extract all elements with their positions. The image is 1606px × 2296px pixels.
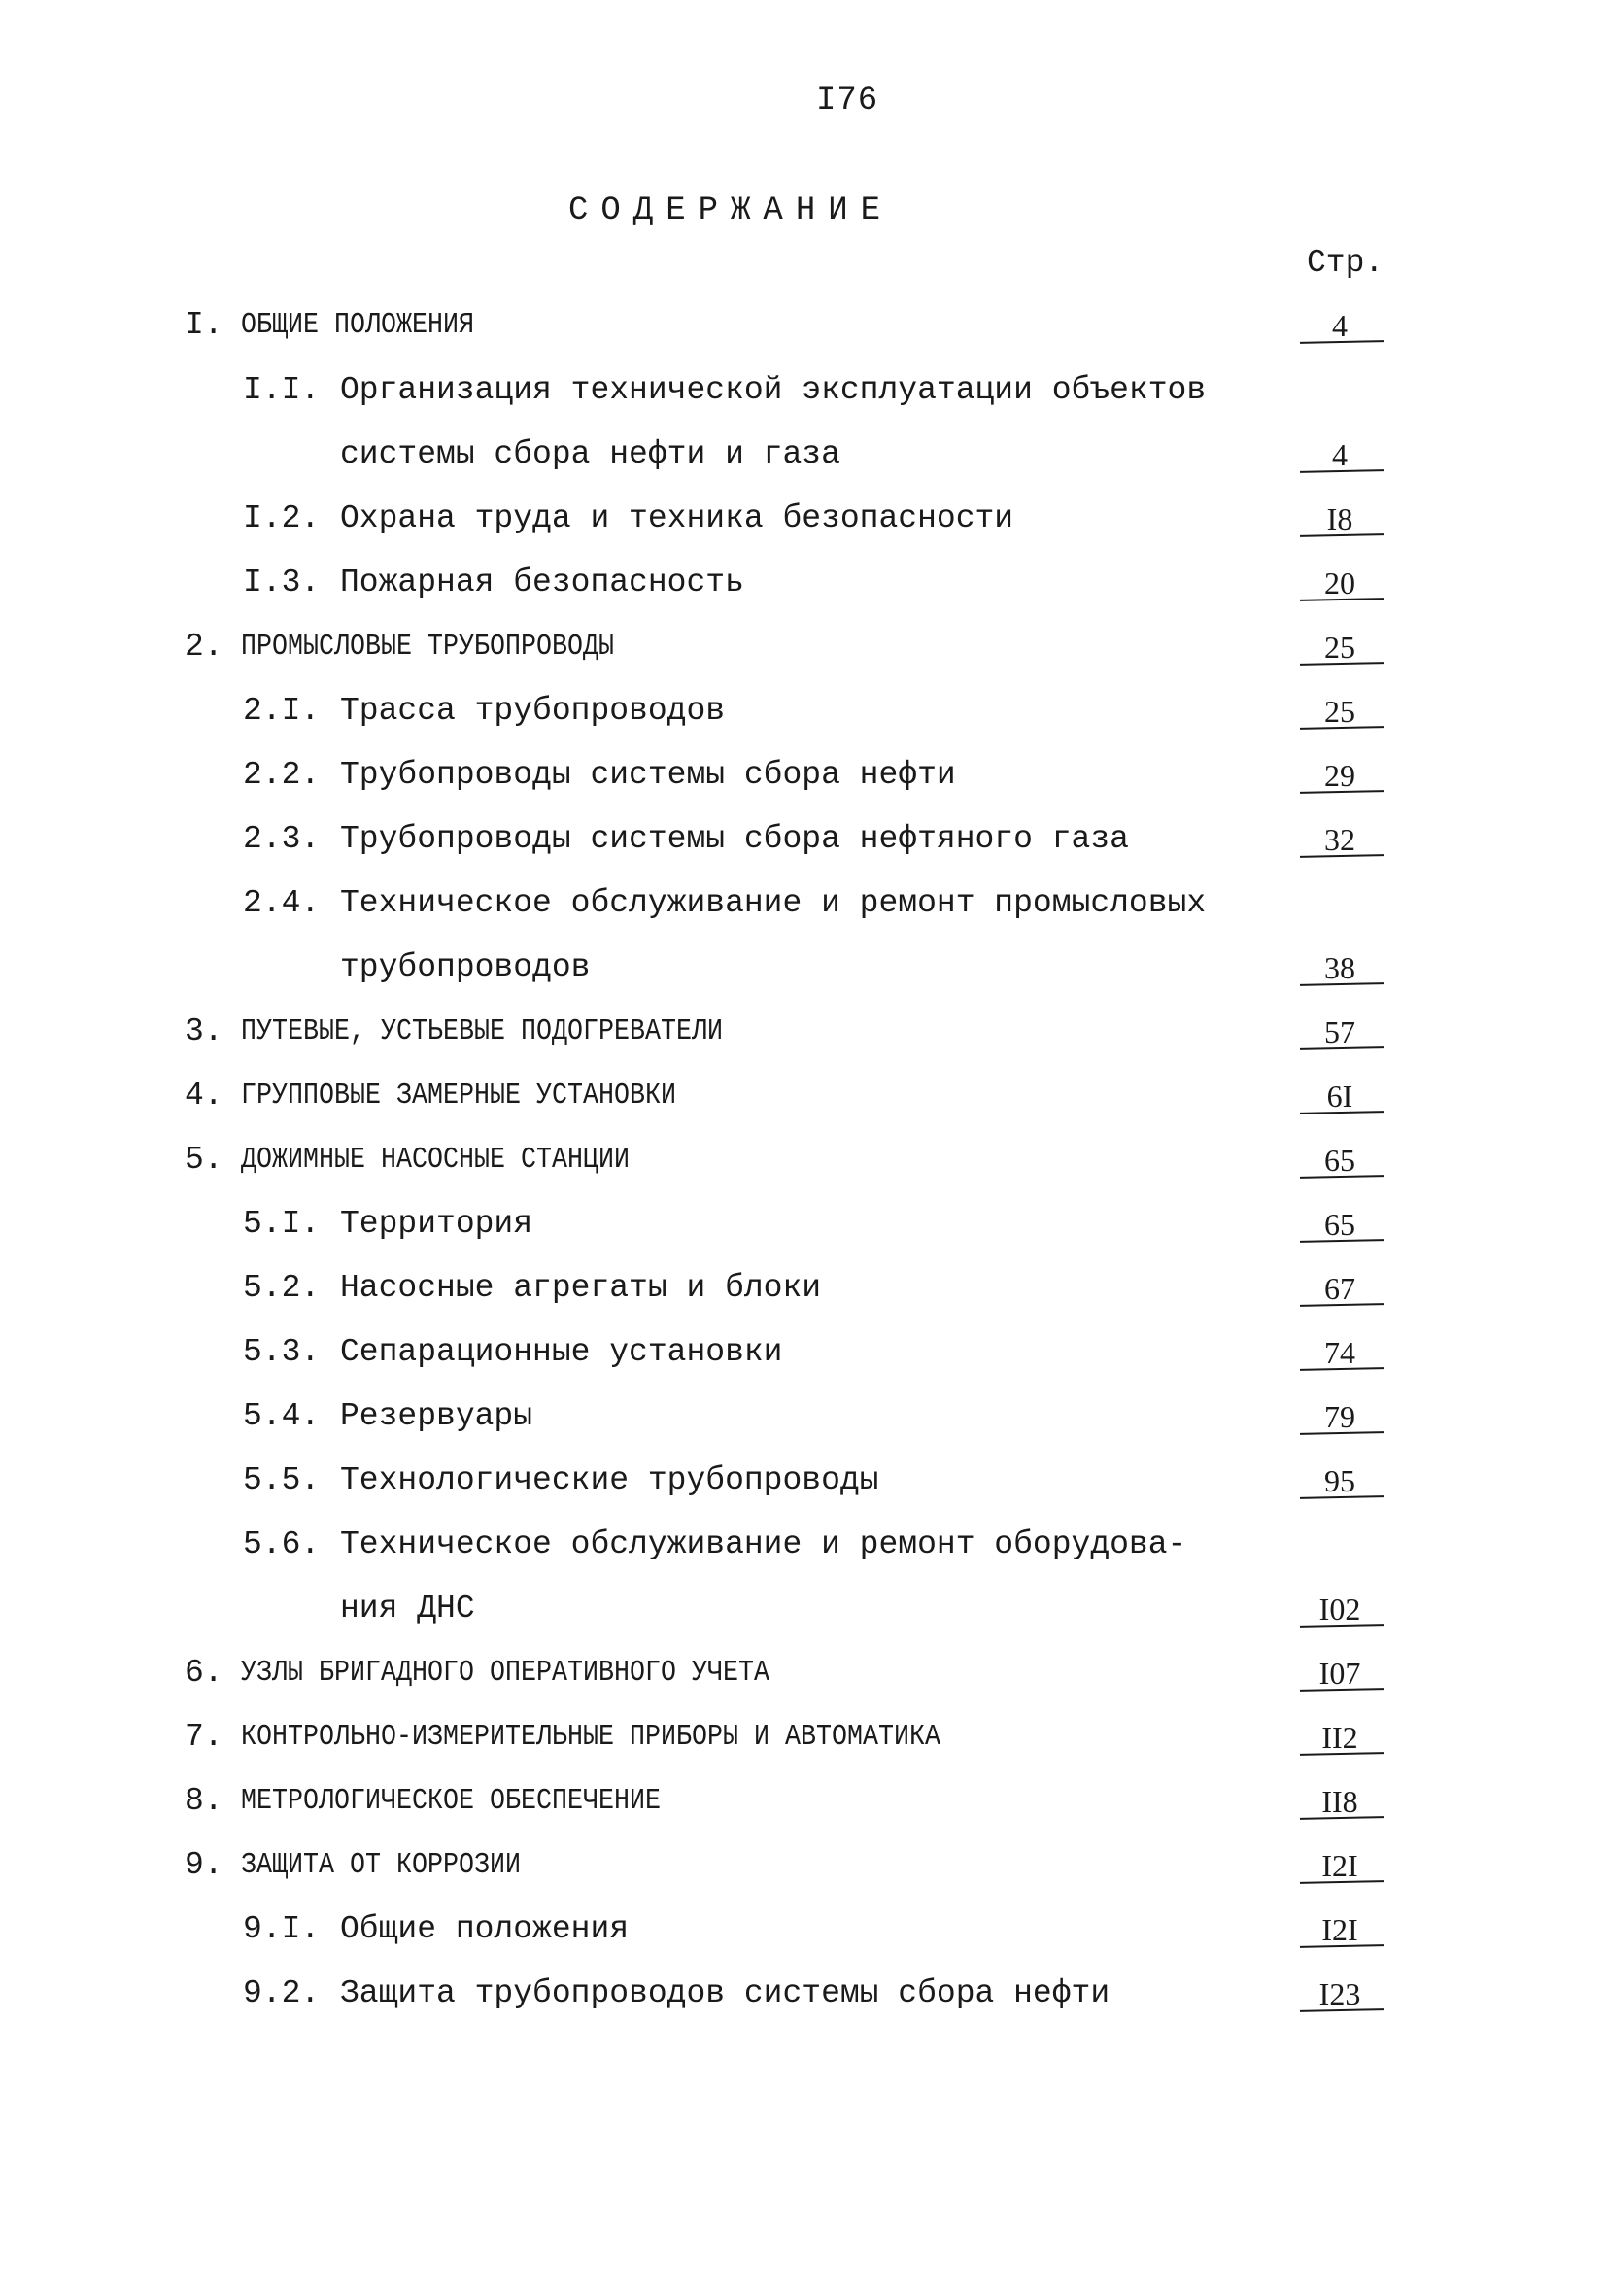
entry-number: 2.2. bbox=[243, 757, 321, 793]
entry-text: Защита трубопроводов системы сбора нефти bbox=[340, 1975, 1111, 2011]
entry-page: I2I bbox=[1300, 1910, 1380, 1949]
entry-number: 5.2. bbox=[243, 1270, 321, 1306]
toc-entry bbox=[0, 1974, 1606, 2029]
page-column-header: Стр. bbox=[1307, 245, 1384, 281]
entry-page: 38 bbox=[1300, 948, 1380, 987]
entry-text: ОБЩИЕ ПОЛОЖЕНИЯ bbox=[241, 308, 474, 342]
entry-number: 5.3. bbox=[243, 1334, 321, 1370]
entry-text: системы сбора нефти и газа bbox=[340, 436, 840, 472]
entry-page: 79 bbox=[1300, 1397, 1380, 1436]
entry-page: I07 bbox=[1300, 1654, 1380, 1693]
entry-text: ПРОМЫСЛОВЫЕ ТРУБОПРОВОДЫ bbox=[241, 630, 614, 664]
entry-number: 2. bbox=[185, 629, 223, 665]
entry-page: II8 bbox=[1300, 1782, 1380, 1821]
toc-entry bbox=[0, 628, 1606, 682]
entry-page: 25 bbox=[1300, 628, 1380, 667]
toc-title: СОДЕРЖАНИЕ bbox=[568, 192, 894, 229]
toc-entry bbox=[0, 1077, 1606, 1131]
entry-text: ПУТЕВЫЕ, УСТЬЕВЫЕ ПОДОГРЕВАТЕЛИ bbox=[241, 1014, 723, 1048]
toc-entry bbox=[0, 1012, 1606, 1067]
entry-number: I.3. bbox=[243, 565, 321, 600]
entry-text: Резервуары bbox=[340, 1398, 533, 1434]
entry-page: 67 bbox=[1300, 1269, 1380, 1308]
entry-page: I02 bbox=[1300, 1590, 1380, 1628]
entry-text: Пожарная безопасность bbox=[340, 565, 744, 600]
entry-text: Насосные агрегаты и блоки bbox=[340, 1270, 822, 1306]
toc-entry bbox=[0, 1782, 1606, 1836]
entry-page: II2 bbox=[1300, 1718, 1380, 1757]
page-number: I76 bbox=[816, 83, 879, 120]
entry-text: КОНТРОЛЬНО-ИЗМЕРИТЕЛЬНЫЕ ПРИБОРЫ И АВТОМАТИКА bbox=[241, 1720, 940, 1754]
entry-text: Техническое обслуживание и ремонт промысловых bbox=[340, 885, 1207, 921]
toc-entry bbox=[0, 1525, 1606, 1580]
entry-text: Общие положения bbox=[340, 1911, 630, 1947]
toc-entry bbox=[0, 1718, 1606, 1772]
entry-page: 95 bbox=[1300, 1461, 1380, 1500]
entry-text: ЗАЩИТА ОТ КОРРОЗИИ bbox=[241, 1848, 521, 1882]
toc-entry-continuation bbox=[0, 435, 1606, 490]
toc-entry bbox=[0, 1333, 1606, 1388]
entry-number: 8. bbox=[185, 1783, 223, 1819]
toc-entry bbox=[0, 1654, 1606, 1708]
entry-text: МЕТРОЛОГИЧЕСКОЕ ОБЕСПЕЧЕНИЕ bbox=[241, 1784, 661, 1818]
toc-entry-continuation bbox=[0, 948, 1606, 1003]
toc-entry bbox=[0, 692, 1606, 746]
entry-page: 65 bbox=[1300, 1141, 1380, 1180]
entry-number: 3. bbox=[185, 1013, 223, 1049]
entry-text: Сепарационные установки bbox=[340, 1334, 783, 1370]
entry-number: I.2. bbox=[243, 500, 321, 536]
entry-text: Техническое обслуживание и ремонт оборудова- bbox=[340, 1526, 1187, 1562]
entry-number: 2.3. bbox=[243, 821, 321, 857]
entry-text: Трубопроводы системы сбора нефти bbox=[340, 757, 956, 793]
toc-entry bbox=[0, 1397, 1606, 1452]
toc-entry bbox=[0, 1910, 1606, 1965]
entry-page: I8 bbox=[1300, 499, 1380, 538]
entry-text: Охрана труда и техника безопасности bbox=[340, 500, 1014, 536]
entry-number: 5. bbox=[185, 1142, 223, 1178]
entry-text: Организация технической эксплуатации объектов bbox=[340, 372, 1207, 408]
entry-number: 9.2. bbox=[243, 1975, 321, 2011]
entry-number: 5.4. bbox=[243, 1398, 321, 1434]
entry-number: 5.6. bbox=[243, 1526, 321, 1562]
entry-text: Технологические трубопроводы bbox=[340, 1462, 879, 1498]
entry-text: Трубопроводы системы сбора нефтяного газа bbox=[340, 821, 1129, 857]
entry-number: I. bbox=[185, 307, 223, 343]
toc-entry bbox=[0, 884, 1606, 939]
entry-page: 29 bbox=[1300, 756, 1380, 795]
toc-entry bbox=[0, 1205, 1606, 1259]
entry-text: ния ДНС bbox=[340, 1591, 475, 1627]
entry-number: 6. bbox=[185, 1655, 223, 1691]
entry-page: 25 bbox=[1300, 692, 1380, 731]
entry-number: I.I. bbox=[243, 372, 321, 408]
entry-number: 4. bbox=[185, 1078, 223, 1114]
toc-entry bbox=[0, 371, 1606, 426]
entry-page: I2I bbox=[1300, 1846, 1380, 1885]
entry-text: УЗЛЫ БРИГАДНОГО ОПЕРАТИВНОГО УЧЕТА bbox=[241, 1656, 769, 1690]
entry-page: 6I bbox=[1300, 1077, 1380, 1115]
entry-text: Трасса трубопроводов bbox=[340, 693, 726, 729]
entry-page: 74 bbox=[1300, 1333, 1380, 1372]
entry-page: 4 bbox=[1300, 435, 1380, 474]
entry-page: 57 bbox=[1300, 1012, 1380, 1051]
toc-entry bbox=[0, 1269, 1606, 1323]
entry-text: ГРУППОВЫЕ ЗАМЕРНЫЕ УСТАНОВКИ bbox=[241, 1079, 676, 1113]
toc-entry bbox=[0, 1461, 1606, 1516]
entry-page: 4 bbox=[1300, 306, 1380, 345]
entry-page: 65 bbox=[1300, 1205, 1380, 1244]
entry-number: 5.I. bbox=[243, 1206, 321, 1242]
entry-text: Территория bbox=[340, 1206, 533, 1242]
toc-entry-continuation bbox=[0, 1590, 1606, 1644]
entry-number: 2.I. bbox=[243, 693, 321, 729]
toc-entry bbox=[0, 499, 1606, 554]
entry-text: ДОЖИМНЫЕ НАСОСНЫЕ СТАНЦИИ bbox=[241, 1143, 630, 1177]
toc-entry bbox=[0, 564, 1606, 618]
entry-page: 32 bbox=[1300, 820, 1380, 859]
entry-number: 9.I. bbox=[243, 1911, 321, 1947]
toc-entry bbox=[0, 1846, 1606, 1901]
toc-entry bbox=[0, 1141, 1606, 1195]
toc-entry bbox=[0, 756, 1606, 810]
entry-number: 7. bbox=[185, 1719, 223, 1755]
toc-entry bbox=[0, 306, 1606, 360]
entry-page: 20 bbox=[1300, 564, 1380, 602]
entry-number: 9. bbox=[185, 1847, 223, 1883]
entry-number: 5.5. bbox=[243, 1462, 321, 1498]
entry-number: 2.4. bbox=[243, 885, 321, 921]
toc-entry bbox=[0, 820, 1606, 874]
entry-text: трубопроводов bbox=[340, 949, 591, 985]
entry-page: I23 bbox=[1300, 1974, 1380, 2013]
